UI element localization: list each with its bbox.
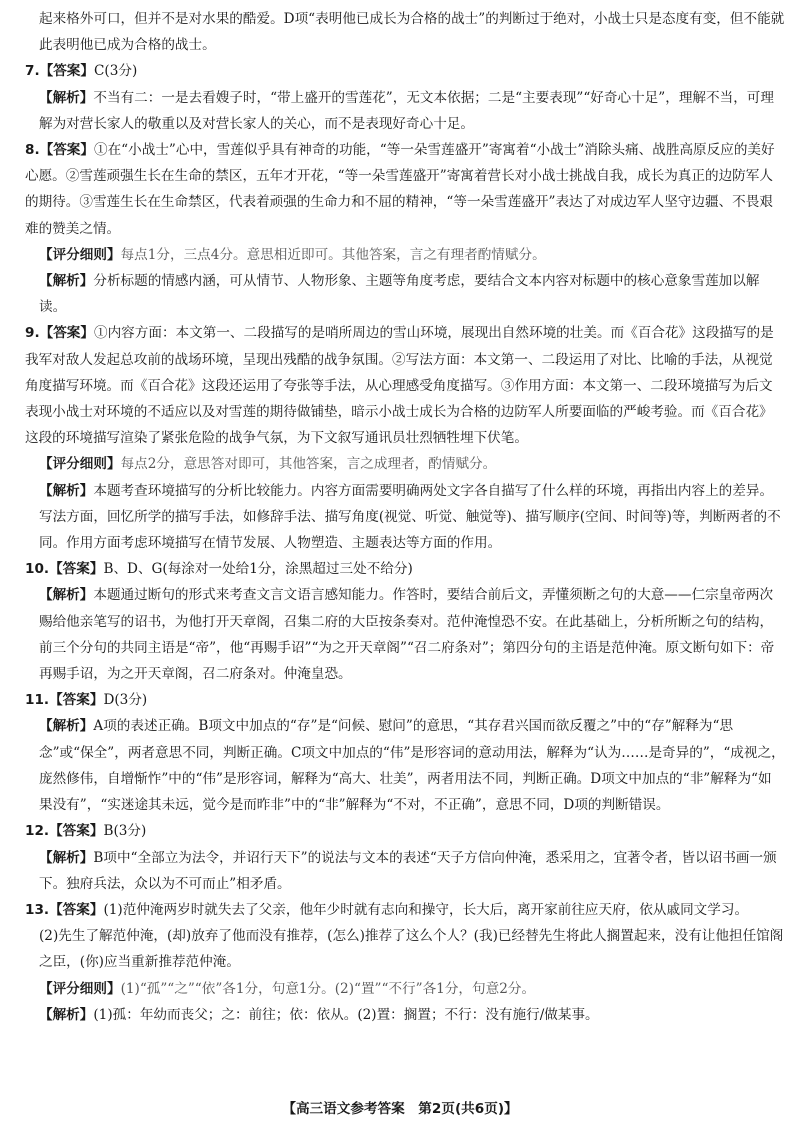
answer-tag: 【答案】 [49, 901, 104, 918]
analysis-tag: 【解析】 [39, 1006, 94, 1023]
analysis-tag: 【解析】 [39, 718, 94, 735]
answer-text: ①内容方面：本文第一、二段描写的是哨所周边的雪山环境，展现出自然环境的壮美。而《百合花》这段描写的是我军对敌人发起总攻前的战场环境，呈现出残酷的战争氛围。②写法方面：本文第一、二段运用了对比、比喻的手法，从视觉角度描写环境。而《百合花》这段还运用了夸张等手法，从心理感受角度描写。③作用方面：本文第一、二段环境描写为后文表现小战士对环境的不适应以及对雪莲的期待做铺垫，暗示小战士成长为合格的边防军人所要面临的严峻考验。而《百合花》这段的环境描写渲染了紧张危险的战争气氛，为下文叙写通讯员壮烈牺牲埋下伏笔。 [25, 325, 774, 447]
analysis-tag: 【解析】 [39, 587, 94, 604]
answer-tag: 【答案】 [39, 142, 94, 159]
analysis-text: A项的表述正确。B项文中加点的“存”是“问候、慰问”的意思，“其存君兴国而欲反覆之”中的“存”解释为“思念”或“保全”，两者意思不同，判断正确。C项文中加点的“伟”是形容词的意动用法，解释为“认为……是奇异的”，“成视之，庞然修伟，自增惭怍”中的“伟”是形容词，解释为“高大、壮美”，两者用法不同，判断正确。D项文中加点的“非”解释为“如果没有”，“实迷途其未远，觉今是而昨非”中的“非”解释为“不对，不正确”，意思不同，D项的判断错误。 [39, 718, 785, 814]
question-10 [25, 556, 785, 687]
analysis-text: 不当有二：一是去看嫂子时，“带上盛开的雪莲花”，无文本依据；二是“主要表现”“好奇心十足”，理解不当，可理解为对营长家人的敬重以及对营长家人的关心，而不是表现好奇心十足。 [39, 89, 774, 132]
answer-text: ①在“小战士”心中，雪莲似乎具有神奇的功能，“等一朵雪莲盛开”寄寓着“小战士”消除头痛、战胜高原反应的美好心愿。②雪莲顽强生长在生命的禁区，五年才开花，“等一朵雪莲盛开”寄寓着营长对小战士挑战自我，成长为真正的边防军人的期待。③雪莲生长在生命禁区，代表着顽强的生命力和不屈的精神，“等一朵雪莲盛开”表达了对成边军人坚守边疆、不畏艰难的赞美之情。 [25, 142, 775, 237]
analysis-tag: 【解析】 [39, 273, 94, 290]
answer-page [25, 6, 785, 1028]
scoring-text: (1)“孤”“之”“依”各1分，句意1分。(2)“置”“不行”各1分，句意2分。 [120, 980, 536, 997]
question-number: 11. [25, 692, 50, 709]
answer-tag: 【答案】 [49, 823, 104, 840]
question-number: 7. [25, 63, 40, 80]
question-13 [25, 897, 785, 1028]
analysis-tag: 【解析】 [39, 482, 94, 499]
question-number: 13. [25, 901, 50, 918]
question-number: 9. [25, 325, 40, 342]
analysis-text: B项中“全部立为法令，并诏行天下”的说法与文本的表述“天子方信向仲淹，悉采用之，宜著令者，皆以诏书画一颁下。独府兵法，众以为不可而止”相矛盾。 [39, 849, 777, 892]
analysis-tag: 【解析】 [39, 89, 94, 106]
question-number: 8. [25, 142, 40, 159]
question-number: 12. [25, 823, 50, 840]
answer-text: B(3分) [103, 823, 147, 840]
answer-tag: 【答案】 [49, 561, 104, 578]
analysis-text: 分析标题的情感内涵，可从情节、人物形象、主题等角度考虑，要结合文本内容对标题中的核心意象雪莲加以解读。 [39, 273, 760, 316]
intro-paragraph: 起来格外可口，但并不是对水果的酷爱。D项“表明他已成长为合格的战士”的判断过于绝对，小战士只是态度有变，但不能就此表明他已成为合格的战士。 [39, 11, 785, 54]
answer-tag: 【答案】 [39, 325, 94, 342]
answer-text: C(3分) [94, 63, 138, 80]
scoring-tag: 【评分细则】 [39, 456, 121, 473]
answer-tag: 【答案】 [39, 63, 94, 80]
scoring-text: 每点1分，三点4分。意思相近即可。其他答案，言之有理者酌情赋分。 [120, 246, 546, 263]
analysis-text: 本题通过断句的形式来考查文言文语言感知能力。作答时，要结合前后文，弄懂须断之句的大意——仁宗皇帝两次赐给他亲笔写的诏书，为他打开天章阁，召集二府的大臣按条奏对。范仲淹惶恐不安。在此基础上，分析所断之句的结构，前三个分句的共同主语是“帝”，他“再赐手诏”“为之开天章阁”“召二府条对”；第四分句的主语是范仲淹。原文断句如下：帝再赐手诏，为之开天章阁，召二府条对。仲淹皇恐。 [39, 587, 775, 683]
answer-text: D(3分) [103, 692, 148, 709]
scoring-tag: 【评分细则】 [39, 246, 121, 263]
analysis-text: 本题考查环境描写的分析比较能力。内容方面需要明确两处文字各自描写了什么样的环境，再指出内容上的差异。写法方面，回忆所学的描写手法，如修辞手法、描写角度(视觉、听觉、触觉等)、描写顺序(空间、时间等)等，判断两者的不同。作用方面考虑环境描写在情节发展、人物塑造、主题表达等方面的作用。 [39, 482, 781, 552]
question-9 [25, 320, 785, 556]
analysis-tag: 【解析】 [39, 849, 94, 866]
answer-text: B、D、G(每涂对一处给1分，涂黑超过三处不给分) [103, 561, 413, 578]
scoring-tag: 【评分细则】 [39, 980, 121, 997]
question-11 [25, 687, 785, 818]
page-footer: 【高三语文参考答案 第2页(共6页)】 [282, 1101, 518, 1117]
question-8 [25, 137, 785, 320]
question-number: 10. [25, 561, 50, 578]
analysis-text: (1)孤：年幼而丧父；之：前往；依：依从。(2)置：搁置；不行：没有施行/做某事。 [93, 1006, 599, 1023]
question-7 [25, 58, 785, 137]
question-12 [25, 818, 785, 897]
answer-text-1: (1)范仲淹两岁时就失去了父亲，他年少时就有志向和操守，长大后，离开家前往应天府，依从戚同文学习。 [103, 901, 749, 918]
scoring-text: 每点2分，意思答对即可，其他答案，言之成理者，酌情赋分。 [120, 456, 497, 473]
answer-tag: 【答案】 [49, 692, 104, 709]
answer-text-2: (2)先生了解范仲淹，(却)放弃了他而没有推荐，(怎么)推荐了这么个人？(我)已经替先生将此人搁置起来，没有让他担任馆阁之臣，(你)应当重新推荐范仲淹。 [39, 928, 784, 971]
